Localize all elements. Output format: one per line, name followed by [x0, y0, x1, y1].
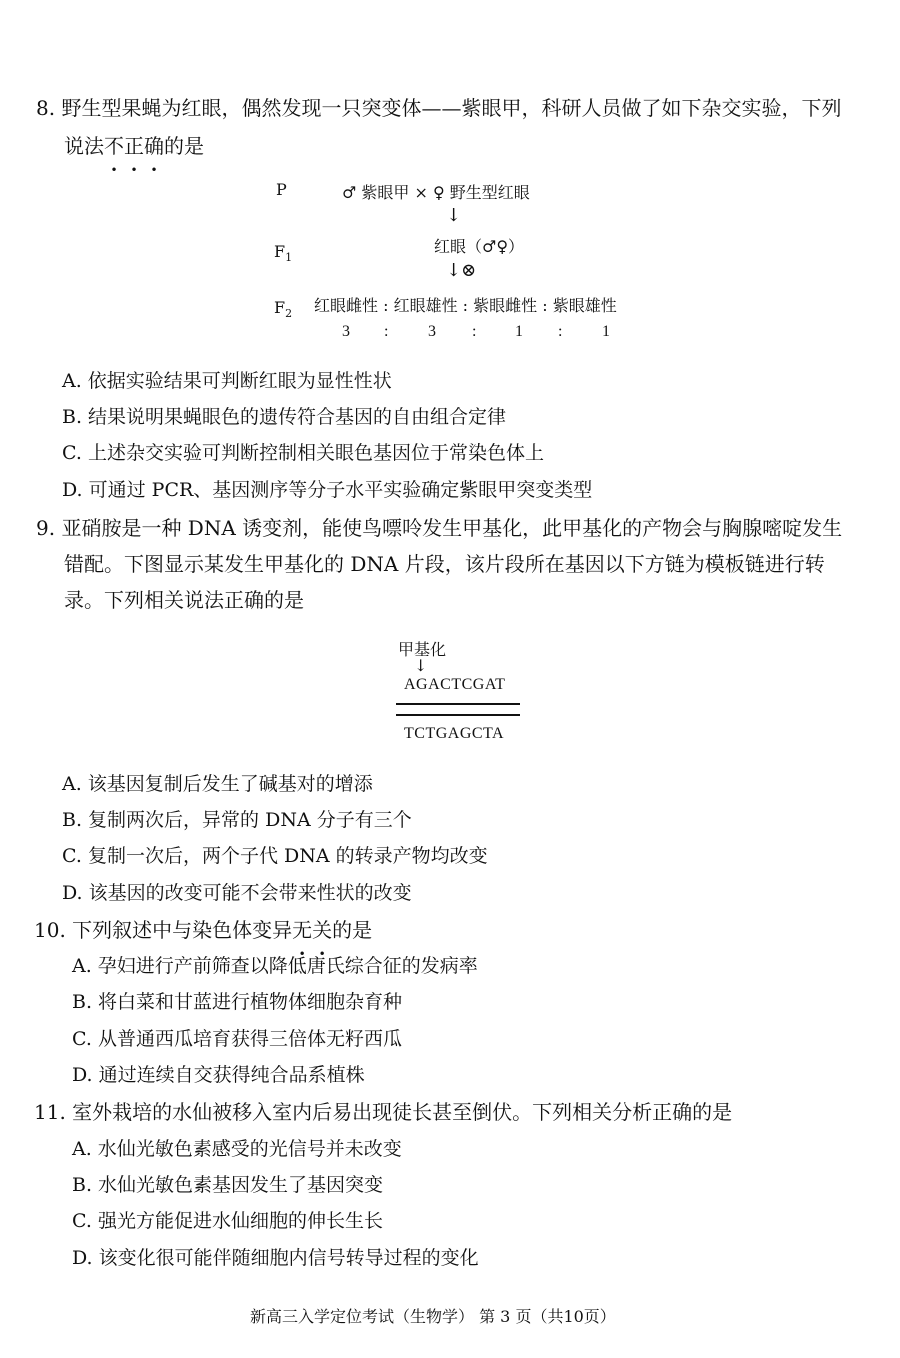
down-arrow-icon: ↓	[446, 205, 462, 226]
ratio-sep: :	[558, 323, 563, 340]
ratio-value: 1	[515, 323, 523, 340]
q8-stem-suffix: 的是	[164, 134, 204, 158]
p-generation-label: P	[276, 180, 287, 199]
ratio-sep: :	[472, 323, 477, 340]
q11-option-b[interactable]: B. 水仙光敏色素基因发生了基因突变	[72, 1174, 384, 1196]
parental-cross: ♂ 紫眼甲 × ♀ 野生型红眼	[342, 183, 530, 202]
q8-option-b[interactable]: B. 结果说明果蝇眼色的遗传符合基因的自由组合定律	[62, 406, 507, 428]
strand-line-top	[396, 703, 520, 705]
methylation-label: 甲基化	[398, 640, 447, 659]
q8-emphasis-char: 确	[144, 134, 164, 158]
q9-stem-line1: 9. 亚硝胺是一种 DNA 诱变剂，能使鸟嘌呤发生甲基化，此甲基化的产物会与胸腺嘧啶发生	[36, 516, 843, 540]
q9-stem-line2: 错配。下图显示某发生甲基化的 DNA 片段，该片段所在基因以下方链为模板链进行转	[64, 552, 825, 576]
q10-option-a[interactable]: A. 孕妇进行产前筛查以降低唐氏综合征的发病率	[72, 955, 478, 977]
q10-emphasis-char: 无	[292, 918, 313, 942]
q9-option-a[interactable]: A. 该基因复制后发生了碱基对的增添	[62, 773, 373, 795]
page-footer: 新高三入学定位考试（生物学） 第 3 页（共10页）	[250, 1307, 616, 1326]
q8-option-a[interactable]: A. 依据实验结果可判断红眼为显性性状	[62, 370, 392, 392]
q10-emphasis-char: 关	[312, 918, 333, 942]
q11-option-c[interactable]: C. 强光方能促进水仙细胞的伸长生长	[72, 1210, 383, 1232]
q10-option-b[interactable]: B. 将白菜和甘蓝进行植物体细胞杂育种	[72, 991, 403, 1013]
q8-stem-line2	[64, 128, 204, 164]
q9-stem-line3: 录。下列相关说法正确的是	[64, 588, 304, 612]
f1-generation-label: $F_1$	[274, 242, 293, 265]
q8-option-c[interactable]: C. 上述杂交实验可判断控制相关眼色基因位于常染色体上	[62, 442, 544, 464]
f1-phenotype: 红眼（♂♀）	[434, 237, 525, 256]
q10-option-d[interactable]: D. 通过连续自交获得纯合品系植株	[72, 1064, 365, 1086]
q11-stem: 11. 室外栽培的水仙被移入室内后易出现徒长甚至倒伏。下列相关分析正确的是	[34, 1100, 733, 1124]
ratio-value: 3	[342, 323, 350, 340]
q8-option-d[interactable]: D. 可通过 PCR、基因测序等分子水平实验确定紫眼甲突变类型	[62, 479, 593, 501]
q11-option-d[interactable]: D. 该变化很可能伴随细胞内信号转导过程的变化	[72, 1247, 479, 1269]
q10-stem-suffix: 的是	[332, 918, 373, 942]
ratio-value: 1	[602, 323, 610, 340]
dna-bottom-strand: TCTGAGCTA	[404, 725, 505, 742]
q8-emphasis-char: 不	[104, 134, 124, 158]
f2-generation-label: $F_2$	[274, 298, 293, 321]
dna-top-strand: AGACTCGAT	[404, 676, 506, 693]
q11-option-a[interactable]: A. 水仙光敏色素感受的光信号并未改变	[72, 1138, 402, 1160]
q10-stem-prefix: 10. 下列叙述中与染色体变异	[34, 918, 293, 942]
q8-stem-line1: 8. 野生型果蝇为红眼，偶然发现一只突变体——紫眼甲，科研人员做了如下杂交实验，下列	[36, 96, 842, 120]
q9-option-b[interactable]: B. 复制两次后，异常的 DNA 分子有三个	[62, 809, 412, 831]
q10-option-c[interactable]: C. 从普通西瓜培育获得三倍体无籽西瓜	[72, 1028, 402, 1050]
ratio-value: 3	[428, 323, 436, 340]
q8-emphasis-char: 正	[124, 134, 144, 158]
strand-line-bottom	[396, 714, 520, 716]
q9-option-d[interactable]: D. 该基因的改变可能不会带来性状的改变	[62, 882, 412, 904]
q10-stem	[34, 912, 372, 948]
q8-stem-prefix: 说法	[64, 134, 104, 158]
methylation-arrow-icon: ↓	[414, 656, 428, 675]
ratio-sep: :	[384, 323, 389, 340]
q9-option-c[interactable]: C. 复制一次后，两个子代 DNA 的转录产物均改变	[62, 845, 488, 867]
selfing-arrow-icon: ↓⊗	[446, 260, 477, 281]
f2-phenotypes: 红眼雌性 : 红眼雄性 : 紫眼雌性 : 紫眼雄性	[314, 296, 617, 315]
